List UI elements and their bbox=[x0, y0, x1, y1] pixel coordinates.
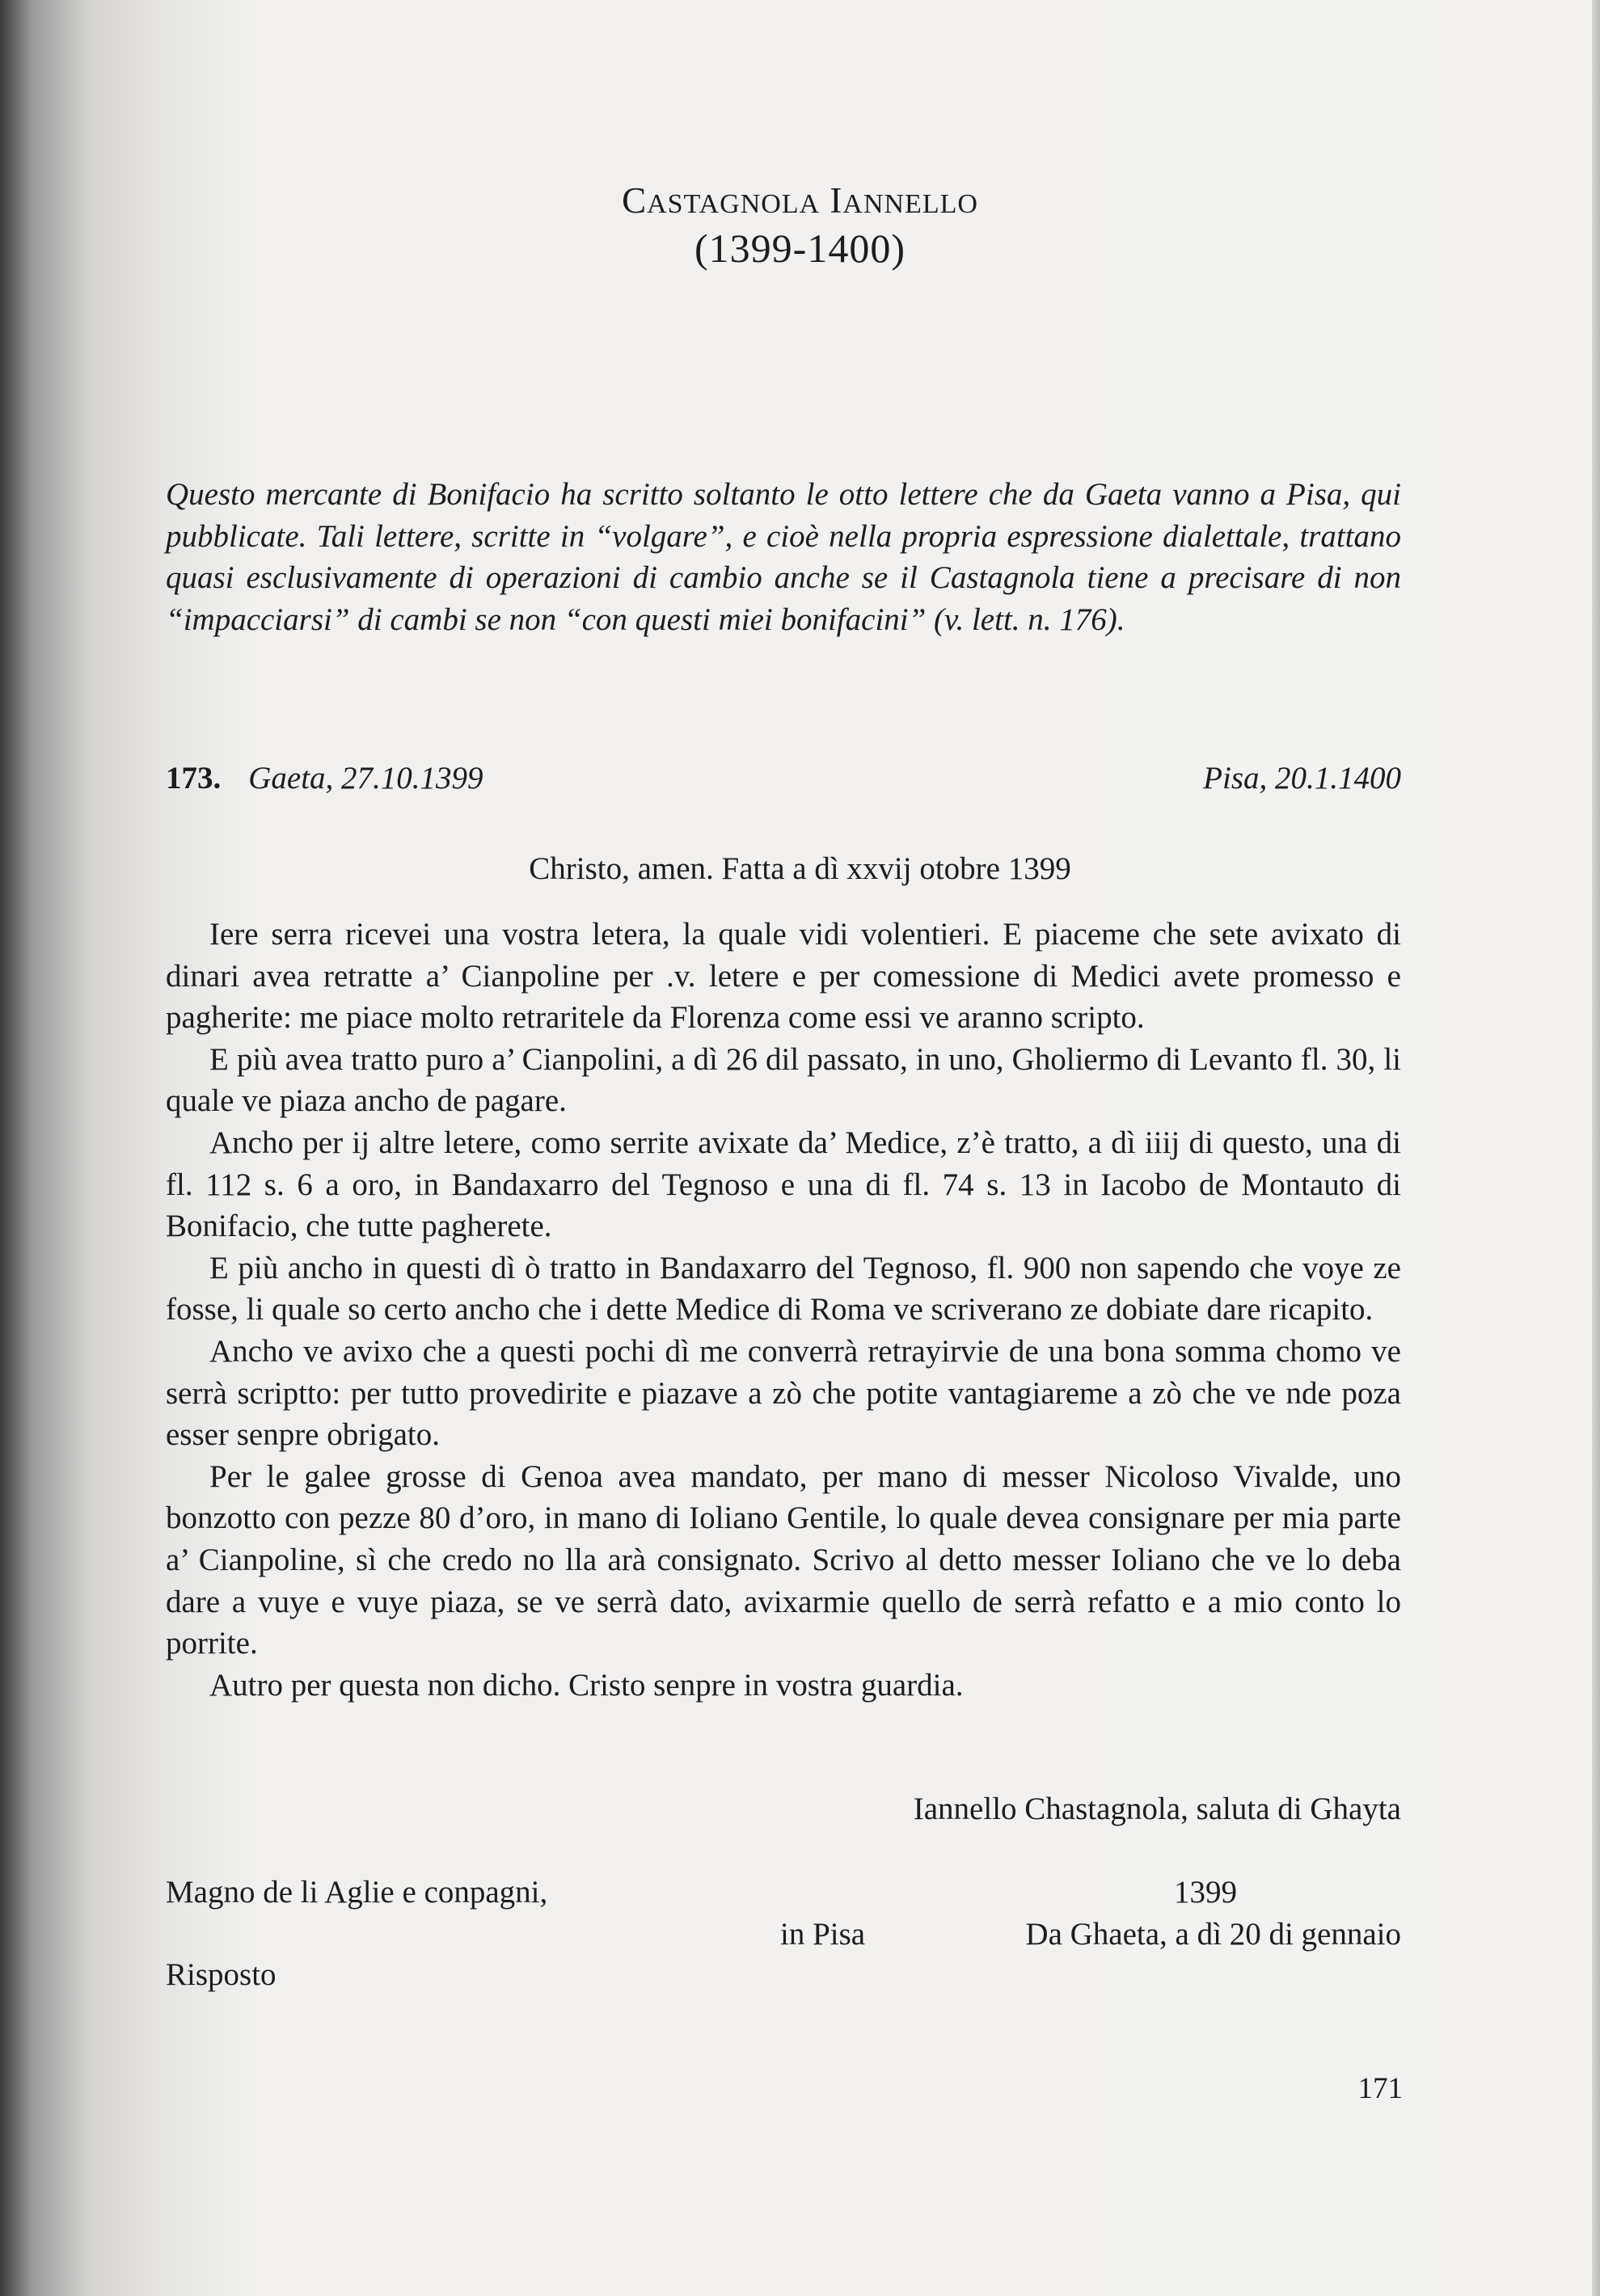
letter-opening: Christo, amen. Fatta a dì xxvij otobre 1399 bbox=[529, 851, 1071, 886]
intro-paragraph: Questo mercante di Bonifacio ha scritto soltanto le otto lettere che da Gaeta vanno a Pisa, qui pubblicate. Tali lettere, scritte in “volgare”, e cioè nella propria espressione dialettale, trattano quasi esclusivamente di operazioni di cambio anche se il Castagnola tiene a precisare di non “impacciarsi” di cambi se non “con questi miei bonifacini” (v. lett. n. 176). bbox=[166, 477, 1401, 637]
page-number: 171 bbox=[1357, 2072, 1403, 2105]
letter-paragraph: E più avea tratto puro a’ Cianpolini, a dì 26 dil passato, in uno, Gholiermo di Levanto fl. 30, li quale ve piaza ancho de pagare. bbox=[166, 1041, 1401, 1119]
letter-header bbox=[166, 760, 1401, 796]
letter-paragraph: E più ancho in questi dì ò tratto in Bandaxarro del Tegnoso, fl. 900 non sapendo che voye ze fosse, li quale so certo ancho che i dette Medice di Roma ve scriverano ze dobiate dare ricapito. bbox=[166, 1250, 1401, 1327]
letter-paragraph: Ancho per ij altre letere, como serrite avixate da’ Medice, z’è tratto, a dì iiij di questo, una di fl. 112 s. 6 a oro, in Bandaxarro del Tegnoso e una di fl. 74 s. 13 in Iacobo de Montauto di Bonifacio, che tutte pagherete. bbox=[166, 1125, 1401, 1244]
letter-paragraph: Ancho ve avixo che a questi pochi dì me converrà retrayirvie de una bona somma chomo ve serrà scriptto: per tutto provedirite e piazave a zò che potite vantagiareme a zò che ve nde poza esser senpre obrigato. bbox=[166, 1333, 1401, 1453]
letter-number: 173. bbox=[166, 761, 222, 796]
reply-note: Risposto bbox=[166, 1957, 277, 1992]
letter-destination: Pisa, 20.1.1400 bbox=[1203, 761, 1401, 796]
letter-address bbox=[166, 1874, 1401, 1987]
address-place: in Pisa bbox=[780, 1917, 866, 1952]
title-first-rest: ASTAGNOLA bbox=[647, 189, 821, 219]
page-edge bbox=[1592, 0, 1600, 2296]
letter-paragraph: Per le galee grosse di Genoa avea mandato, per mano di messer Nicoloso Vivalde, uno bonzotto con pezze 80 d’oro, in mano di Ioliano Gentile, lo quale devea consignare per mia parte a’ Cianpoline, sì che credo no lla arà consignato. Scrivo al detto messer Ioliano che ve lo deba dare a vuye e vuye piaza, se ve serrà dato, avixarmie quello de serrà refatto e a mio conto lo porrite. bbox=[166, 1458, 1401, 1661]
letter-signature: Iannello Chastagnola, saluta di Ghayta bbox=[913, 1792, 1401, 1826]
letter-paragraph: Iere serra ricevei una vostra letera, la quale vidi volentieri. E piaceme che sete avixato di dinari avea retratte a’ Cianpoline per .v. letere e per comessione di Medici avete promesso e pagherite: me piace molto retraritele da Florenza come essi ve aranno scripto. bbox=[166, 917, 1401, 1036]
title-last-rest: ANNELLO bbox=[842, 189, 978, 219]
letter-body bbox=[166, 914, 1401, 1706]
address-year: 1399 bbox=[1174, 1875, 1237, 1910]
address-date: Da Ghaeta, a dì 20 di gennaio bbox=[1025, 1917, 1401, 1952]
letter-origin-group bbox=[166, 760, 483, 796]
letter-origin: Gaeta, 27.10.1399 bbox=[248, 761, 483, 796]
section-title bbox=[0, 179, 1600, 222]
title-last-initial: I bbox=[830, 180, 843, 221]
letter-paragraph: Autro per questa non dicho. Cristo senpre in vostra guardia. bbox=[209, 1667, 964, 1703]
section-years: (1399-1400) bbox=[694, 226, 906, 271]
title-first-initial: C bbox=[622, 180, 648, 221]
address-recipient: Magno de li Aglie e conpagni, bbox=[166, 1875, 548, 1910]
